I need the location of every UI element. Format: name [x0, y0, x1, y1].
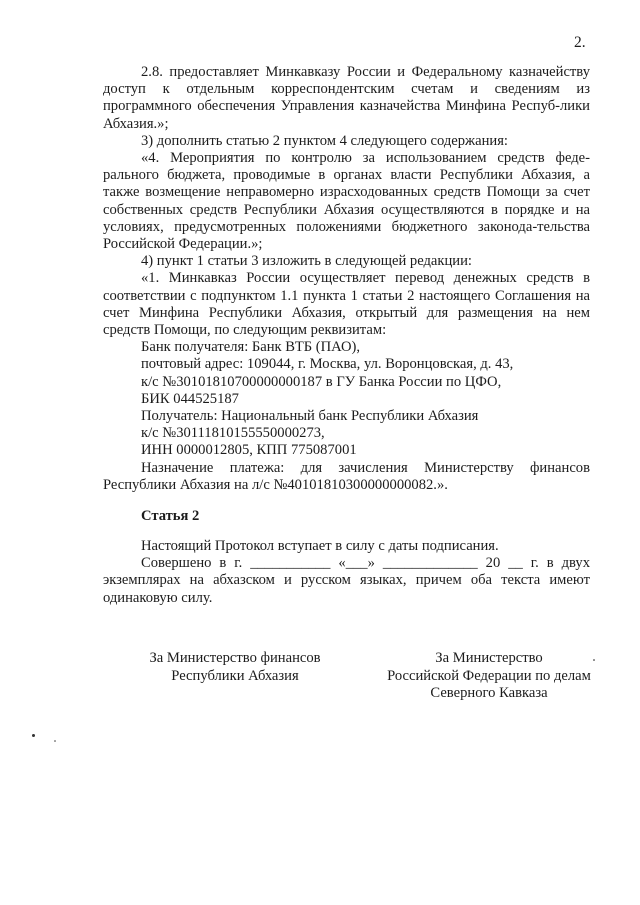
done-at: Совершено в г. ___________ «___» _____________ 20 __ г. в двух экземплярах на абхазском и русском языках, причем оба текста имеют одинаковую силу. — [103, 555, 590, 606]
item-4-text: «1. Минкавказ России осуществляет перевод денежных средств в соответствии с подпунктом 1.1 пункта 1 статьи 2 настоящего Соглашения на счет Минфина Республики Абхазия, открытый для размещения на нем средств Помощи, по следующим реквизитам: — [103, 270, 590, 339]
paragraph-2-8: 2.8. предоставляет Минкавказу России и Федеральному казначейству доступ к отдельным корреспондентским счетам и сведениям из программного обеспечения Управления казначейства Минфина Респуб-лики Абхазия.»; — [103, 64, 590, 132]
requisite-line: ИНН 0000012805, КПП 775087001 — [141, 442, 357, 459]
page-number: 2. — [574, 34, 586, 51]
signature-line: Северного Кавказа — [430, 685, 548, 701]
requisite-line: почтовый адрес: 109044, г. Москва, ул. Воронцовская, д. 43, — [141, 356, 514, 373]
signature-line: Республики Абхазия — [171, 667, 299, 684]
amendments-section — [103, 64, 590, 494]
requisite-line: к/с №30111810155550000273, — [141, 425, 325, 442]
signature-line: За Министерство — [435, 650, 543, 666]
requisite-line: Получатель: Национальный банк Республики Абхазия — [141, 408, 479, 425]
item-3-text: «4. Мероприятия по контролю за использованием средств феде-рального бюджета, проводимые в органах власти Республики Абхазия, а также возмещение неправомерно израсходованных средств Помощи за счет собственных средств Республики Абхазия осуществляются в порядке и на условиях, предусмотренных положениями бюджетного законода-тельства Российской Федерации.»; — [103, 150, 590, 253]
payment-purpose: Назначение платежа: для зачисления Министерству финансов Республики Абхазия на л/с №40101810300000000082.». — [103, 459, 590, 493]
item-3-intro: 3) дополнить статью 2 пунктом 4 следующего содержания: — [141, 132, 508, 149]
scan-speck — [593, 659, 595, 661]
requisite-line: к/с №30101810700000000187 в ГУ Банка России по ЦФО, — [141, 373, 502, 390]
signature-block-abkhazia — [130, 650, 340, 685]
article-2-heading: Статья 2 — [141, 508, 200, 524]
signature-line: Российской Федерации по делам — [387, 667, 591, 684]
entry-into-force: Настоящий Протокол вступает в силу с даты подписания. — [141, 538, 499, 554]
bank-requisites — [103, 339, 590, 459]
signature-block-russia — [380, 650, 598, 703]
article-2-body — [103, 538, 590, 607]
signature-line: За Министерство финансов — [149, 650, 321, 666]
requisite-line: Банк получателя: Банк ВТБ (ПАО), — [141, 339, 361, 356]
scan-speck — [54, 740, 56, 742]
item-4-intro: 4) пункт 1 статьи 3 изложить в следующей редакции: — [141, 253, 472, 270]
scan-speck — [32, 734, 35, 737]
requisite-line: БИК 044525187 — [141, 390, 239, 407]
